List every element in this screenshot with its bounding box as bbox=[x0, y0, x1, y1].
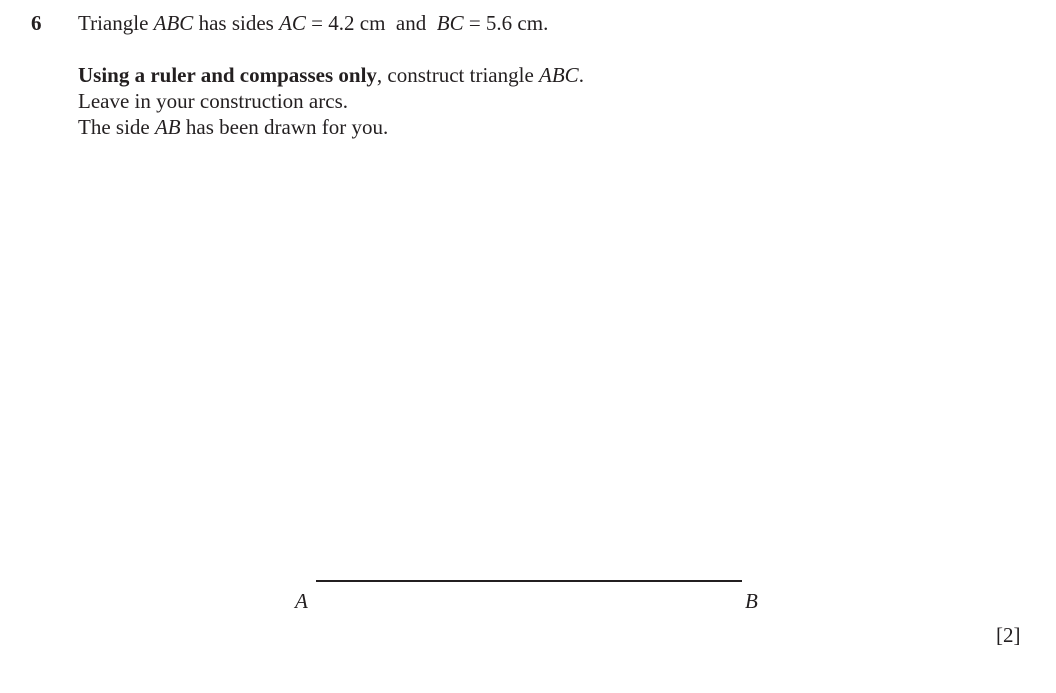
question-number: 6 bbox=[31, 11, 42, 35]
side-ac-label: AC bbox=[279, 11, 306, 35]
leave-arcs-instruction: Leave in your construction arcs. bbox=[78, 89, 348, 113]
triangle-name: ABC bbox=[153, 11, 194, 35]
side-ac-value: = 4.2 cm and bbox=[305, 11, 437, 35]
point-b-label: B bbox=[745, 589, 758, 613]
statement-text: has sides bbox=[193, 11, 280, 35]
note-text: has been drawn for you. bbox=[180, 115, 389, 139]
note-text: The side bbox=[78, 115, 155, 139]
side-drawn-note bbox=[78, 114, 388, 140]
side-bc-value: = 5.6 cm. bbox=[463, 11, 549, 35]
side-ab-label: AB bbox=[154, 115, 181, 139]
side-bc-label: BC bbox=[436, 11, 464, 35]
marks-allocation: [2] bbox=[996, 623, 1021, 647]
instruction-text: , construct triangle bbox=[376, 63, 540, 87]
question-statement bbox=[78, 10, 548, 36]
triangle-name: ABC bbox=[539, 63, 579, 87]
statement-text: Triangle bbox=[78, 11, 154, 35]
construction-instruction bbox=[78, 62, 584, 88]
instruction-emphasis: Using a ruler and compasses only bbox=[78, 63, 377, 87]
line-segment-ab bbox=[316, 580, 742, 582]
instruction-end: . bbox=[578, 63, 584, 87]
point-a-label: A bbox=[295, 589, 308, 613]
